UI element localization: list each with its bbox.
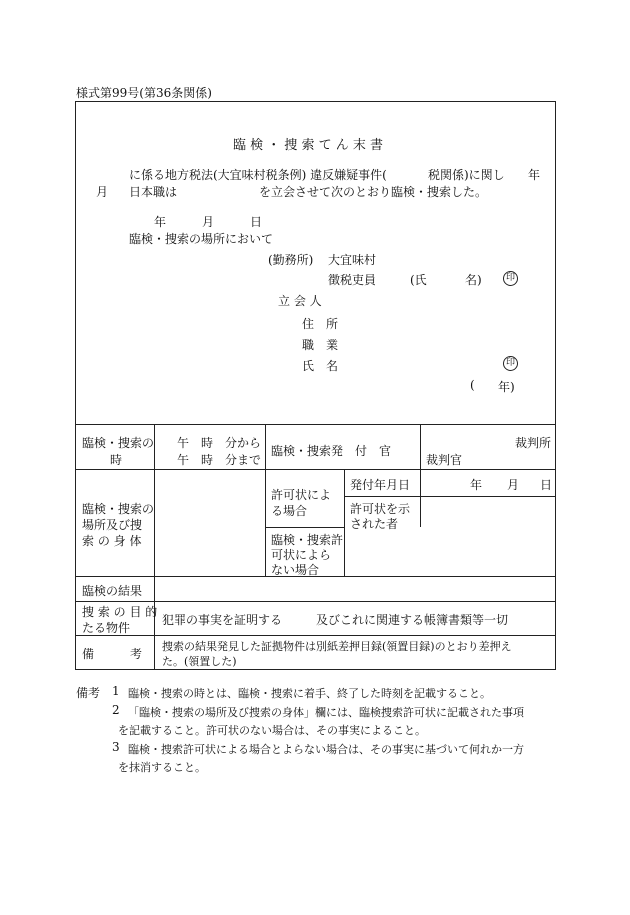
- col-line-warrant: [344, 469, 345, 576]
- intro-line1-a: に係る地方税法(大宜味村税条例) 違反嫌疑事件(: [129, 168, 387, 182]
- issue-day: 日: [540, 478, 553, 492]
- with-warrant-1: 許可状によ: [271, 488, 332, 502]
- intro-line1-year: 年: [528, 168, 541, 182]
- form-number: 様式第99号(第36条関係): [76, 86, 212, 100]
- table-top-line: [75, 424, 556, 425]
- witness-label: 立 会 人: [278, 294, 322, 308]
- result-label: 臨検の結果: [82, 584, 143, 598]
- row-line-warrant: [265, 527, 344, 528]
- date-year: 年: [154, 215, 167, 229]
- shown-to-2: された者: [350, 517, 399, 531]
- intro-line2-a: 日本職は: [129, 185, 178, 199]
- note-2-number: 2: [112, 703, 120, 717]
- time-to: 午 時 分まで: [177, 453, 262, 467]
- issue-date-label: 発付年月日: [350, 478, 411, 492]
- issue-month: 月: [507, 478, 520, 492]
- note-1-number: 1: [112, 684, 120, 698]
- remarks-label: 備 考: [82, 647, 143, 661]
- object-value-b: 及びこれに関連する帳簿書類等一切: [316, 613, 509, 627]
- witness-age-open: (: [470, 378, 475, 392]
- officer-title: 徴税吏員: [328, 273, 377, 287]
- note-3-line2: を抹消すること。: [118, 761, 206, 774]
- note-3-line1: 臨検・捜索許可状による場合とよらない場合は、その事実に基づいて何れか一方: [128, 743, 524, 756]
- place-label-3: 索 の 身 体: [82, 534, 142, 548]
- place-label-1: 臨検・捜索の: [82, 502, 155, 516]
- col-line-place: [265, 469, 266, 576]
- judge-label: 裁判官: [426, 453, 463, 467]
- place-line: 臨検・捜索の場所において: [129, 232, 274, 246]
- intro-line2-month: 月: [96, 185, 109, 199]
- row-line-3: [75, 601, 556, 602]
- col-line-label: [154, 424, 155, 670]
- intro-line1-b: 税関係)に関し: [428, 168, 505, 182]
- row-line-4: [75, 635, 556, 636]
- col-line-time: [265, 424, 266, 469]
- office-value: 大宜味村: [328, 253, 377, 267]
- row-line-issue: [344, 496, 556, 497]
- officer-name-open: (氏: [410, 273, 427, 287]
- remarks-line1: 捜索の結果発見した証拠物件は別紙差押目録(領置目録)のとおり差押え: [162, 640, 512, 653]
- office-label: (勤務所): [268, 253, 314, 267]
- document-title: 臨 検 ・ 捜 索 て ん 末 書: [233, 138, 384, 153]
- without-warrant-2: 可状によら: [271, 548, 332, 562]
- object-label-1: 捜 索 の 目 的: [82, 605, 158, 619]
- time-label-2: 時: [110, 453, 123, 467]
- note-1-text: 臨検・捜索の時とは、臨検・捜索に着手、終了した時刻を記載すること。: [128, 687, 491, 700]
- shown-to-1: 許可状を示: [350, 502, 411, 516]
- note-2-line2: を記載すること。許可状のない場合は、その事実によること。: [118, 724, 426, 737]
- without-warrant-3: ない場合: [271, 563, 320, 577]
- date-month: 月: [202, 215, 215, 229]
- object-value-a: 犯罪の事実を証明する: [162, 613, 283, 627]
- notes-heading: 備考: [76, 686, 101, 700]
- row-line-1: [75, 469, 556, 470]
- col-line-issue: [420, 469, 421, 527]
- witness-address-label: 住 所: [302, 317, 339, 331]
- witness-seal-icon: 印: [503, 356, 518, 371]
- witness-job-label: 職 業: [302, 338, 339, 352]
- with-warrant-2: る場合: [271, 504, 308, 518]
- object-label-2: たる物件: [82, 621, 131, 635]
- intro-line2-b: を立会させて次のとおり臨検・捜索した。: [259, 185, 488, 199]
- witness-name-label: 氏 名: [302, 359, 339, 373]
- issue-year: 年: [470, 478, 483, 492]
- remarks-line2: た。(領置した): [162, 655, 237, 668]
- time-from: 午 時 分から: [177, 436, 262, 450]
- officer-name-close: 名): [465, 273, 482, 287]
- officer-seal-icon: 印: [503, 271, 518, 286]
- note-2-line1: 「臨検・捜索の場所及び捜索の身体」欄には、臨検捜索許可状に記載された事項: [128, 706, 524, 719]
- court-label: 裁判所: [515, 436, 552, 450]
- issuer-label: 臨検・捜索発 付 官: [271, 444, 392, 458]
- note-3-number: 3: [112, 740, 120, 754]
- col-line-issuer: [420, 424, 421, 469]
- date-day: 日: [250, 215, 263, 229]
- time-label-1: 臨検・捜索の: [82, 436, 155, 450]
- place-label-2: 場所及び捜: [82, 518, 143, 532]
- without-warrant-1: 臨検・捜索許: [271, 533, 344, 547]
- witness-age-close: 年): [498, 380, 515, 394]
